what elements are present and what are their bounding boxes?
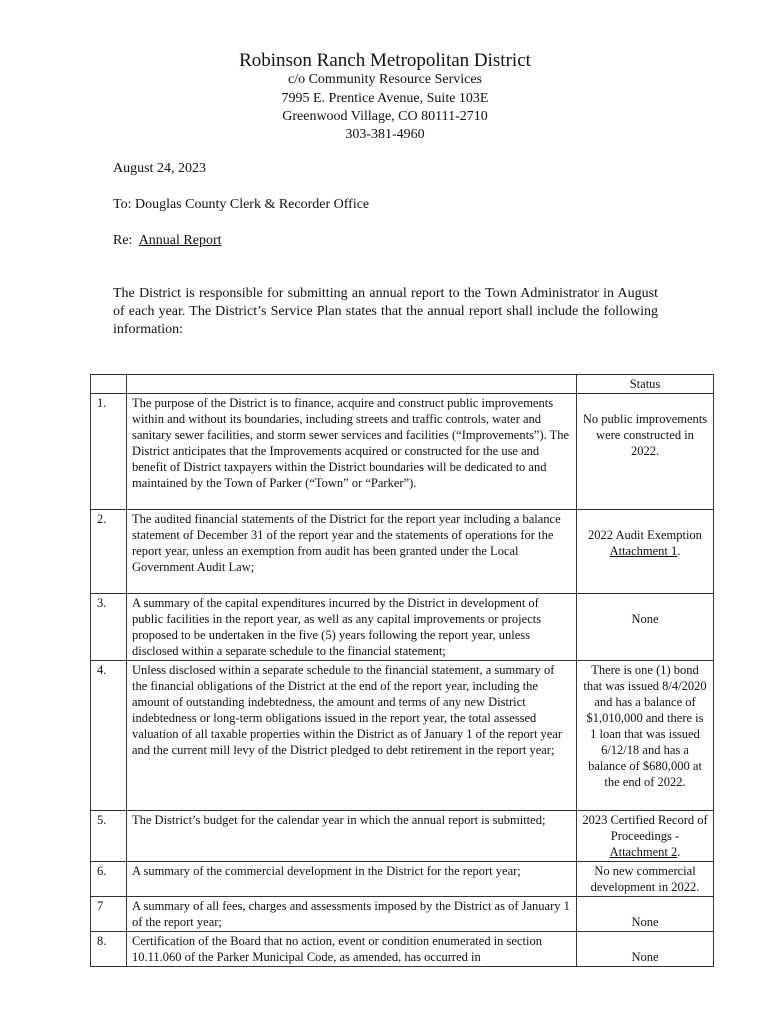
- row-description: The District’s budget for the calendar year in which the annual report is submitted;: [127, 811, 577, 862]
- row-status: None: [577, 594, 714, 661]
- subject-line: [113, 233, 222, 249]
- address-line-1: c/o Community Resource Services: [287, 72, 483, 87]
- requirements-table: [90, 374, 714, 967]
- address-line-3: Greenwood Village, CO 80111-2710: [282, 109, 488, 124]
- district-title: Robinson Ranch Metropolitan District: [239, 50, 531, 71]
- row-description: The purpose of the District is to finance, acquire and construct public improvements within and without its boundaries, including streets and traffic controls, water and sanitary sewer facilities, and storm sewer services and facilities (“Improvements”). The District anticipates that the Improvements acquired or constructed for the use and benefit of District taxpayers within the District boundaries will be dedicated to and maintained by the Town of Parker (“Town” or “Parker”).: [127, 394, 577, 510]
- row-status: No public improvements were constructed in 2022.: [577, 394, 714, 510]
- row-number: 3.: [91, 594, 127, 661]
- row-description: A summary of the capital expenditures incurred by the District in development of public facilities in the report year, as well as any capital improvements or projects proposed to be undertaken in the five (5) years following the report year, unless disclosed within a separate schedule to the financial statement;: [127, 594, 577, 661]
- table-row: [91, 862, 714, 897]
- row-status: No new commercial development in 2022.: [577, 862, 714, 897]
- row-status: None: [577, 897, 714, 932]
- table-row: [91, 897, 714, 932]
- subject-prefix: Re:: [113, 233, 133, 248]
- table-row: [91, 661, 714, 811]
- row-number: 4.: [91, 661, 127, 811]
- header-desc-cell: [127, 375, 577, 394]
- letter-date: August 24, 2023: [113, 161, 206, 176]
- row-number: 8.: [91, 932, 127, 967]
- row-description: The audited financial statements of the District for the report year including a balance statement of December 31 of the report year and the statements of operations for the report year, unless an exemption from audit has been granted under the Local Government Audit Law;: [127, 510, 577, 594]
- row-status: None: [577, 932, 714, 967]
- intro-paragraph: The District is responsible for submitting an annual report to the Town Administrator in August of each year. The District’s Service Plan states that the annual report shall include the following information:: [113, 286, 658, 337]
- attachment-1-link[interactable]: Attachment 1: [609, 544, 678, 558]
- recipient-line: To: Douglas County Clerk & Recorder Office: [113, 197, 370, 212]
- row-number: 1.: [91, 394, 127, 510]
- table-row: [91, 811, 714, 862]
- status-header: Status: [577, 375, 714, 394]
- table-row: [91, 510, 714, 594]
- subject-title: Annual Report: [138, 233, 222, 248]
- table-row: [91, 932, 714, 967]
- table-header-row: [91, 375, 714, 394]
- row-description: A summary of all fees, charges and assessments imposed by the District as of January 1 of the report year;: [127, 897, 577, 932]
- row-description: A summary of the commercial development in the District for the report year;: [127, 862, 577, 897]
- row-status: 2023 Certified Record of Proceedings - Attachment 2.: [577, 811, 714, 862]
- row-number: 6.: [91, 862, 127, 897]
- table-row: [91, 594, 714, 661]
- header-num-cell: [91, 375, 127, 394]
- attachment-2-link[interactable]: Attachment 2: [609, 845, 678, 859]
- row-description: Unless disclosed within a separate schedule to the financial statement, a summary of the financial obligations of the District at the end of the report year, including the amount of outstanding indebtedness, the amount and terms of any new District indebtedness or long-term obligations issued in the report year, the total assessed valuation of all taxable properties within the District as of January 1 of the report year and the current mill levy of the District pledged to debt retirement in the report year;: [127, 661, 577, 811]
- address-line-2: 7995 E. Prentice Avenue, Suite 103E: [281, 91, 489, 106]
- row-description: Certification of the Board that no action, event or condition enumerated in section 10.11.060 of the Parker Municipal Code, as amended, has occurred in: [127, 932, 577, 967]
- table-row: [91, 394, 714, 510]
- row-number: 2.: [91, 510, 127, 594]
- row-status: 2022 Audit Exemption Attachment 1.: [577, 510, 714, 594]
- row-number: 5.: [91, 811, 127, 862]
- phone-number: 303-381-4960: [345, 127, 425, 142]
- row-number: 7: [91, 897, 127, 932]
- row-status: There is one (1) bond that was issued 8/4/2020 and has a balance of $1,010,000 and there is 1 loan that was issued 6/12/18 and has a balance of $680,000 at the end of 2022.: [577, 661, 714, 811]
